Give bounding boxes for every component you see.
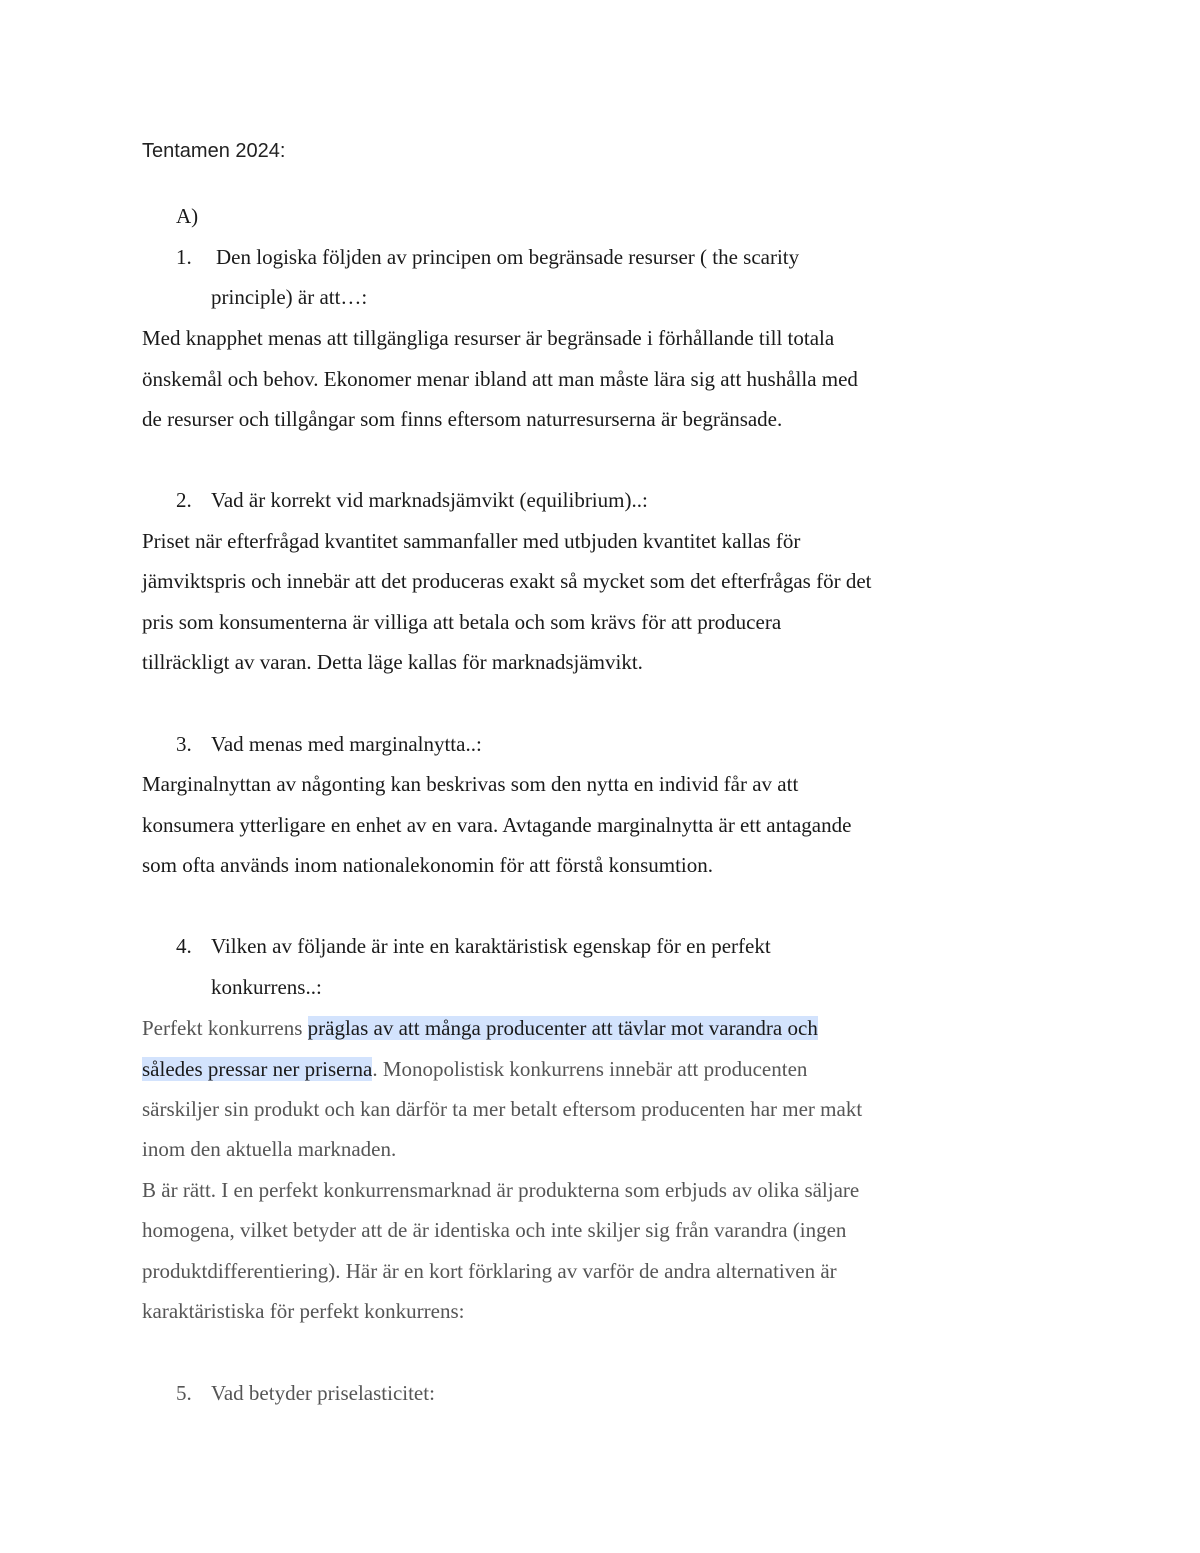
question-1-text-cont: principle) är att…: <box>211 285 368 309</box>
answer-4-line <box>142 1014 818 1042</box>
question-5-number: 5. <box>176 1381 192 1405</box>
question-4-text: Vilken av följande är inte en karaktäristisk egenskap för en perfekt <box>211 934 771 958</box>
answer-4-line: karaktäristiska för perfekt konkurrens: <box>142 1299 465 1323</box>
answer-4-highlighted[interactable]: präglas av att många producenter att tävlar mot varandra och <box>307 1016 818 1040</box>
answer-2-line: Priset när efterfrågad kvantitet sammanfaller med utbjuden kvantitet kallas för <box>142 529 801 553</box>
answer-4-line: inom den aktuella marknaden. <box>142 1137 397 1161</box>
question-1-text: Den logiska följden av principen om begränsade resurser ( the scarity <box>216 245 800 269</box>
answer-4-plain: . Monopolistisk konkurrens innebär att producenten <box>372 1057 808 1081</box>
question-2-number: 2. <box>176 488 192 512</box>
answer-3-line: som ofta används inom nationalekonomin för att förstå konsumtion. <box>142 853 713 877</box>
answer-4-highlighted[interactable]: således pressar ner priserna <box>142 1057 373 1081</box>
question-2-text: Vad är korrekt vid marknadsjämvikt (equilibrium)..: <box>211 488 648 512</box>
question-3-text: Vad menas med marginalnytta..: <box>211 732 482 756</box>
answer-2-line: jämviktspris och innebär att det produceras exakt så mycket som det efterfrågas för det <box>142 569 872 593</box>
question-5-text: Vad betyder priselasticitet: <box>211 1381 435 1405</box>
answer-4-line: särskiljer sin produkt och kan därför ta mer betalt eftersom producenten har mer makt <box>142 1097 863 1121</box>
answer-4-line: B är rätt. I en perfekt konkurrensmarknad är produkterna som erbjuds av olika säljare <box>142 1178 860 1202</box>
document-title: Tentamen 2024: <box>142 140 286 162</box>
question-4-number: 4. <box>176 934 192 958</box>
answer-1-line: önskemål och behov. Ekonomer menar ibland att man måste lära sig att hushålla med <box>142 367 858 391</box>
question-1-number: 1. <box>176 245 192 269</box>
answer-3-line: konsumera ytterligare en enhet av en vara. Avtagande marginalnytta är ett antagande <box>142 813 852 837</box>
question-3-number: 3. <box>176 732 192 756</box>
section-label: A) <box>176 204 199 228</box>
answer-4-line: homogena, vilket betyder att de är identiska och inte skiljer sig från varandra (ingen <box>142 1218 847 1242</box>
answer-1-line: Med knapphet menas att tillgängliga resurser är begränsade i förhållande till totala <box>142 326 835 350</box>
question-4-text-cont: konkurrens..: <box>211 975 322 999</box>
answer-1-line: de resurser och tillgångar som finns eftersom naturresurserna är begränsade. <box>142 407 783 431</box>
answer-4-line <box>142 1055 807 1083</box>
answer-4-line: produktdifferentiering). Här är en kort förklaring av varför de andra alternativen är <box>142 1259 837 1283</box>
answer-2-line: pris som konsumenterna är villiga att betala och som krävs för att producera <box>142 610 782 634</box>
answer-2-line: tillräckligt av varan. Detta läge kallas för marknadsjämvikt. <box>142 650 643 674</box>
answer-3-line: Marginalnyttan av någonting kan beskrivas som den nytta en individ får av att <box>142 772 799 796</box>
answer-4-plain: Perfekt konkurrens <box>142 1016 308 1040</box>
